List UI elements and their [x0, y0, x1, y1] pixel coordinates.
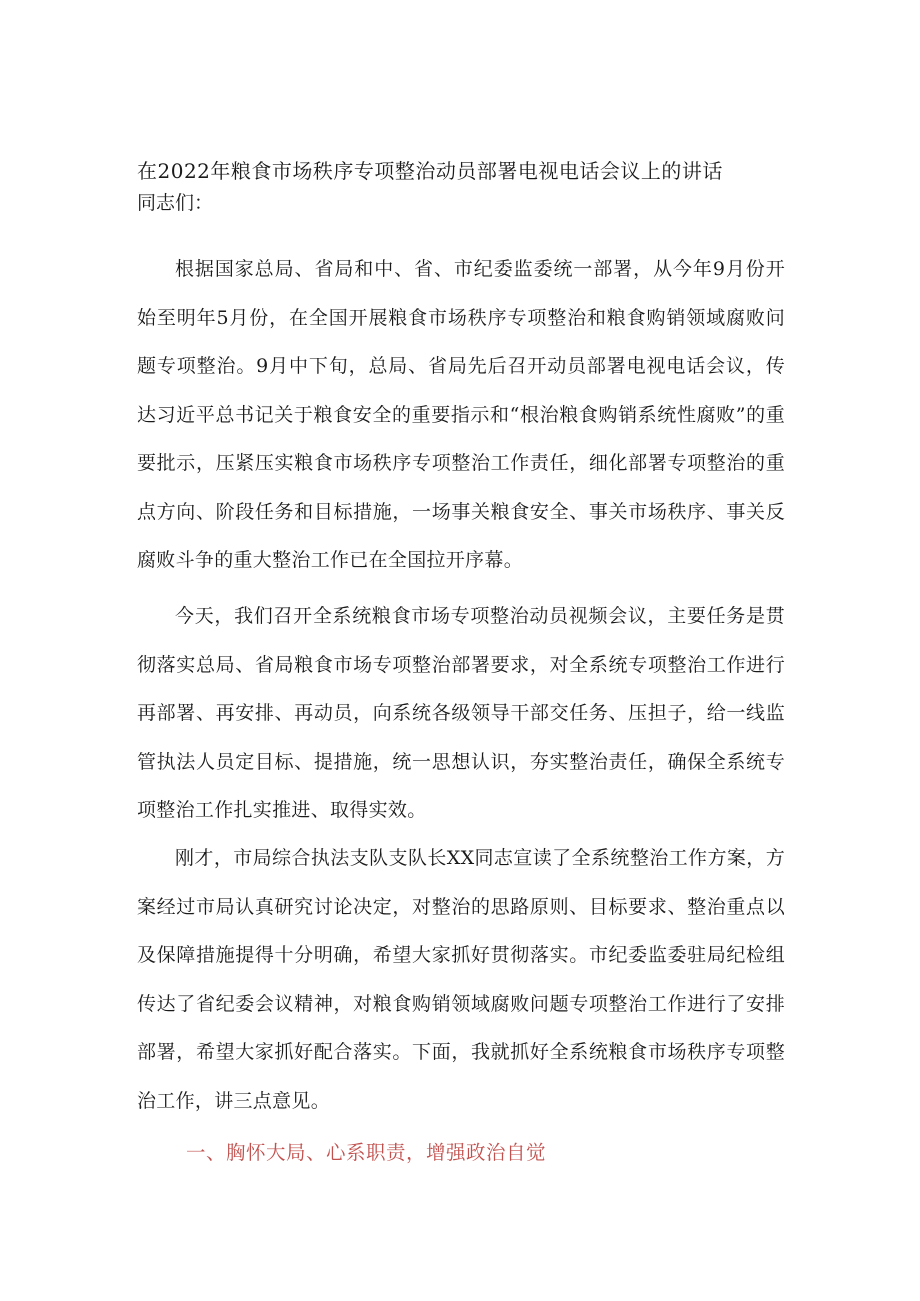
- paragraph-1: 根据国家总局、省局和中、省、市纪委监委统一部署，从今年9月份开始至明年5月份，在全国开展粮食市场秩序专项整治和粮食购销领域腐败问题专项整治。9月中下旬，总局、省局先后召开动员部署电视电话会议，传达习近平总书记关于粮食安全的重要指示和“根治粮食购销系统性腐败”的重要批示，压紧压实粮食市场秩序专项整治工作责任，细化部署专项整治的重点方向、阶段任务和目标措施，一场事关粮食安全、事关市场秩序、事关反腐败斗争的重大整治工作已在全国拉开序幕。: [137, 258, 785, 571]
- paragraph-2: 今天，我们召开全系统粮食市场专项整治动员视频会议，主要任务是贯彻落实总局、省局粮食市场专项整治部署要求，对全系统专项整治工作进行再部署、再安排、再动员，向系统各级领导干部交任务、压担子，给一线监管执法人员定目标、提措施，统一思想认识，夯实整治责任，确保全系统专项整治工作扎实推进、取得实效。: [137, 605, 785, 821]
- salutation: 同志们：: [137, 192, 214, 214]
- document-title: 在2022年粮食市场秩序专项整治动员部署电视电话会议上的讲话: [137, 159, 723, 183]
- paragraph-3: 刚才，市局综合执法支队支队长XX同志宣读了全系统整治工作方案，方案经过市局认真研究讨论决定，对整治的思路原则、目标要求、整治重点以及保障措施提得十分明确，希望大家抓好贯彻落实。市纪委监委驻局纪检组传达了省纪委会议精神，对粮食购销领域腐败问题专项整治工作进行了安排部署，希望大家抓好配合落实。下面，我就抓好全系统粮食市场秩序专项整治工作，讲三点意见。: [137, 847, 785, 1112]
- section-heading: 一、胸怀大局、心系职责，增强政治自觉: [186, 1141, 547, 1164]
